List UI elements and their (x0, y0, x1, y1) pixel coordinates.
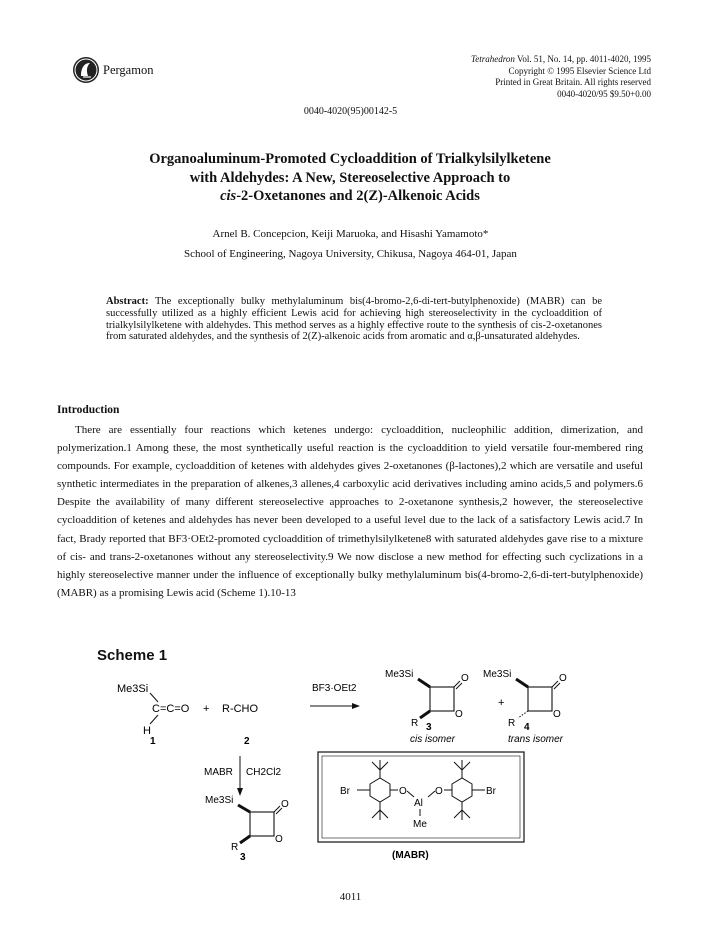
abstract-text: The exceptionally bulky methylaluminum bis(4-bromo-2,6-di-tert-butylphenoxide) (MABR) can be successfully utilized as a highly efficient Lewis acid for achieving high stereoselectivity in the cycloaddition of trialkylsilylketene with aldehydes. This method serves as a highly effective route to the synthesis of cis-2-oxetanones from saturated aldehydes, and the synthesis of 2(Z)-alkenoic acids from aromatic and α,β-unsaturated aldehydes. (106, 296, 603, 343)
ketene-structure (117, 683, 258, 747)
title-cis-prefix: cis (220, 188, 237, 204)
plus-sign-2: + (498, 697, 505, 709)
mabr-al: Al (414, 798, 423, 809)
trans-carbonyl-o: O (559, 673, 567, 684)
mabr-caption: (MABR) (392, 850, 429, 861)
cis-oxetanone-bottom (205, 795, 289, 863)
bf3-arrow (310, 683, 360, 709)
compound-2-label: 2 (244, 736, 250, 747)
cis-isomer-label: cis isomer (410, 734, 456, 745)
authors: Arnel B. Concepcion, Keiji Maruoka, and Hisashi Yamamoto* (212, 228, 489, 240)
copyright-line: Copyright © 1995 Elsevier Science Ltd (508, 65, 651, 76)
trans-oxetanone (483, 669, 567, 745)
issn-price-line: 0040-4020/95 $9.50+0.00 (557, 88, 651, 99)
title-line-3-rest: -2-Oxetanones and 2(Z)-Alkenoic Acids (236, 188, 480, 204)
pii-code: 0040-4020(95)00142-5 (303, 106, 398, 117)
cis-me3si: Me3Si (385, 669, 414, 680)
trans-me3si: Me3Si (483, 669, 512, 680)
mabr-arrow (204, 756, 281, 796)
cis-ring-o: O (455, 709, 463, 720)
bottom-carbonyl-o: O (281, 799, 289, 810)
printed-line: Printed in Great Britain. All rights reserved (495, 77, 651, 87)
ketene-h: H (143, 725, 151, 737)
journal-info (471, 54, 651, 100)
ketene-me3si: Me3Si (117, 683, 149, 695)
plus-sign-1: + (203, 703, 210, 715)
title-line-2: with Aldehydes: A New, Stereoselective Approach to (189, 169, 511, 186)
ch2cl2-solvent: CH2Cl2 (246, 767, 282, 778)
mabr-br-right: Br (486, 786, 496, 797)
mabr-br-left: Br (340, 786, 350, 797)
introduction-body (57, 421, 643, 602)
aldehyde: R-CHO (222, 703, 259, 715)
scheme-1-diagram (0, 660, 701, 865)
trans-ring-o: O (553, 709, 561, 720)
mabr-me: Me (413, 819, 427, 830)
journal-citation: Tetrahedron Vol. 51, No. 14, pp. 4011-4020, 1995 (471, 54, 651, 64)
compound-1-label: 1 (150, 736, 156, 747)
bottom-r: R (231, 842, 239, 853)
publisher-name: Pergamon (103, 63, 154, 77)
bottom-ring-o: O (275, 834, 283, 845)
bottom-me3si: Me3Si (205, 795, 234, 806)
compound-3-label-top: 3 (426, 722, 432, 733)
scheme-heading: Scheme 1 (97, 647, 168, 664)
mabr-structure (318, 752, 524, 861)
page-number: 4011 (339, 891, 362, 903)
paper-title (60, 150, 640, 206)
bf3-reagent: BF3·OEt2 (312, 683, 357, 694)
mabr-reagent: MABR (204, 767, 233, 778)
mabr-o-left: O (399, 786, 407, 797)
compound-4-label: 4 (524, 722, 530, 733)
cis-carbonyl-o: O (461, 673, 469, 684)
mabr-o-right: O (435, 786, 443, 797)
pergamon-logo-icon (72, 56, 100, 84)
compound-3-label-bottom: 3 (240, 852, 246, 863)
affiliation: School of Engineering, Nagoya University, Chikusa, Nagoya 464-01, Japan (184, 248, 517, 260)
ketene-core: C=C=O (152, 703, 190, 715)
cis-r: R (411, 718, 419, 729)
introduction-heading: Introduction (57, 404, 120, 416)
trans-isomer-label: trans isomer (508, 734, 564, 745)
trans-r: R (508, 718, 516, 729)
introduction-paragraph: There are essentially four reactions which ketenes undergo: cycloaddition, nucleophilic addition, dimerization, and polymerization.1 Among these, the most synthetically useful reaction is the cycloaddition to yield versatile four-membered ring compounds. For example, cycloaddition of ketenes with aldehydes gives 2-oxetanones (β-lactones),2 which are versatile and useful synthetic intermediates in the preparation of alkenes,3 allenes,4 carboxylic acid derivatives including amino acids,5 and polymers.6 Despite the availability of many different stereoselective approaches to 2-oxetanone synthesis,2 however, the stereoselective cycloaddition of ketenes and aldehydes has never been developed to a useful level due to the lack of a satisfactory Lewis acid.7 In fact, Brady reported that BF3·OEt2-promoted cycloaddition of trimethylsilylketene8 with saturated aldehydes gave rise to a mixture of cis- and trans-2-oxetanones without any stereoselectivity.9 We now disclose a new method for effecting such cyclizations in a highly stereoselective manner under the influence of exceptionally bulky methylaluminum bis(4-bromo-2,6-di-tert-butylphenoxide) (MABR) as a promising Lewis acid (Scheme 1).10-13 (57, 424, 643, 599)
title-line-1: Organoaluminum-Promoted Cycloaddition of Trialkylsilylketene (149, 151, 551, 167)
cis-oxetanone-top (385, 669, 469, 745)
abstract (106, 296, 602, 343)
title-line-3 (60, 187, 640, 206)
abstract-label: Abstract: (106, 296, 149, 307)
